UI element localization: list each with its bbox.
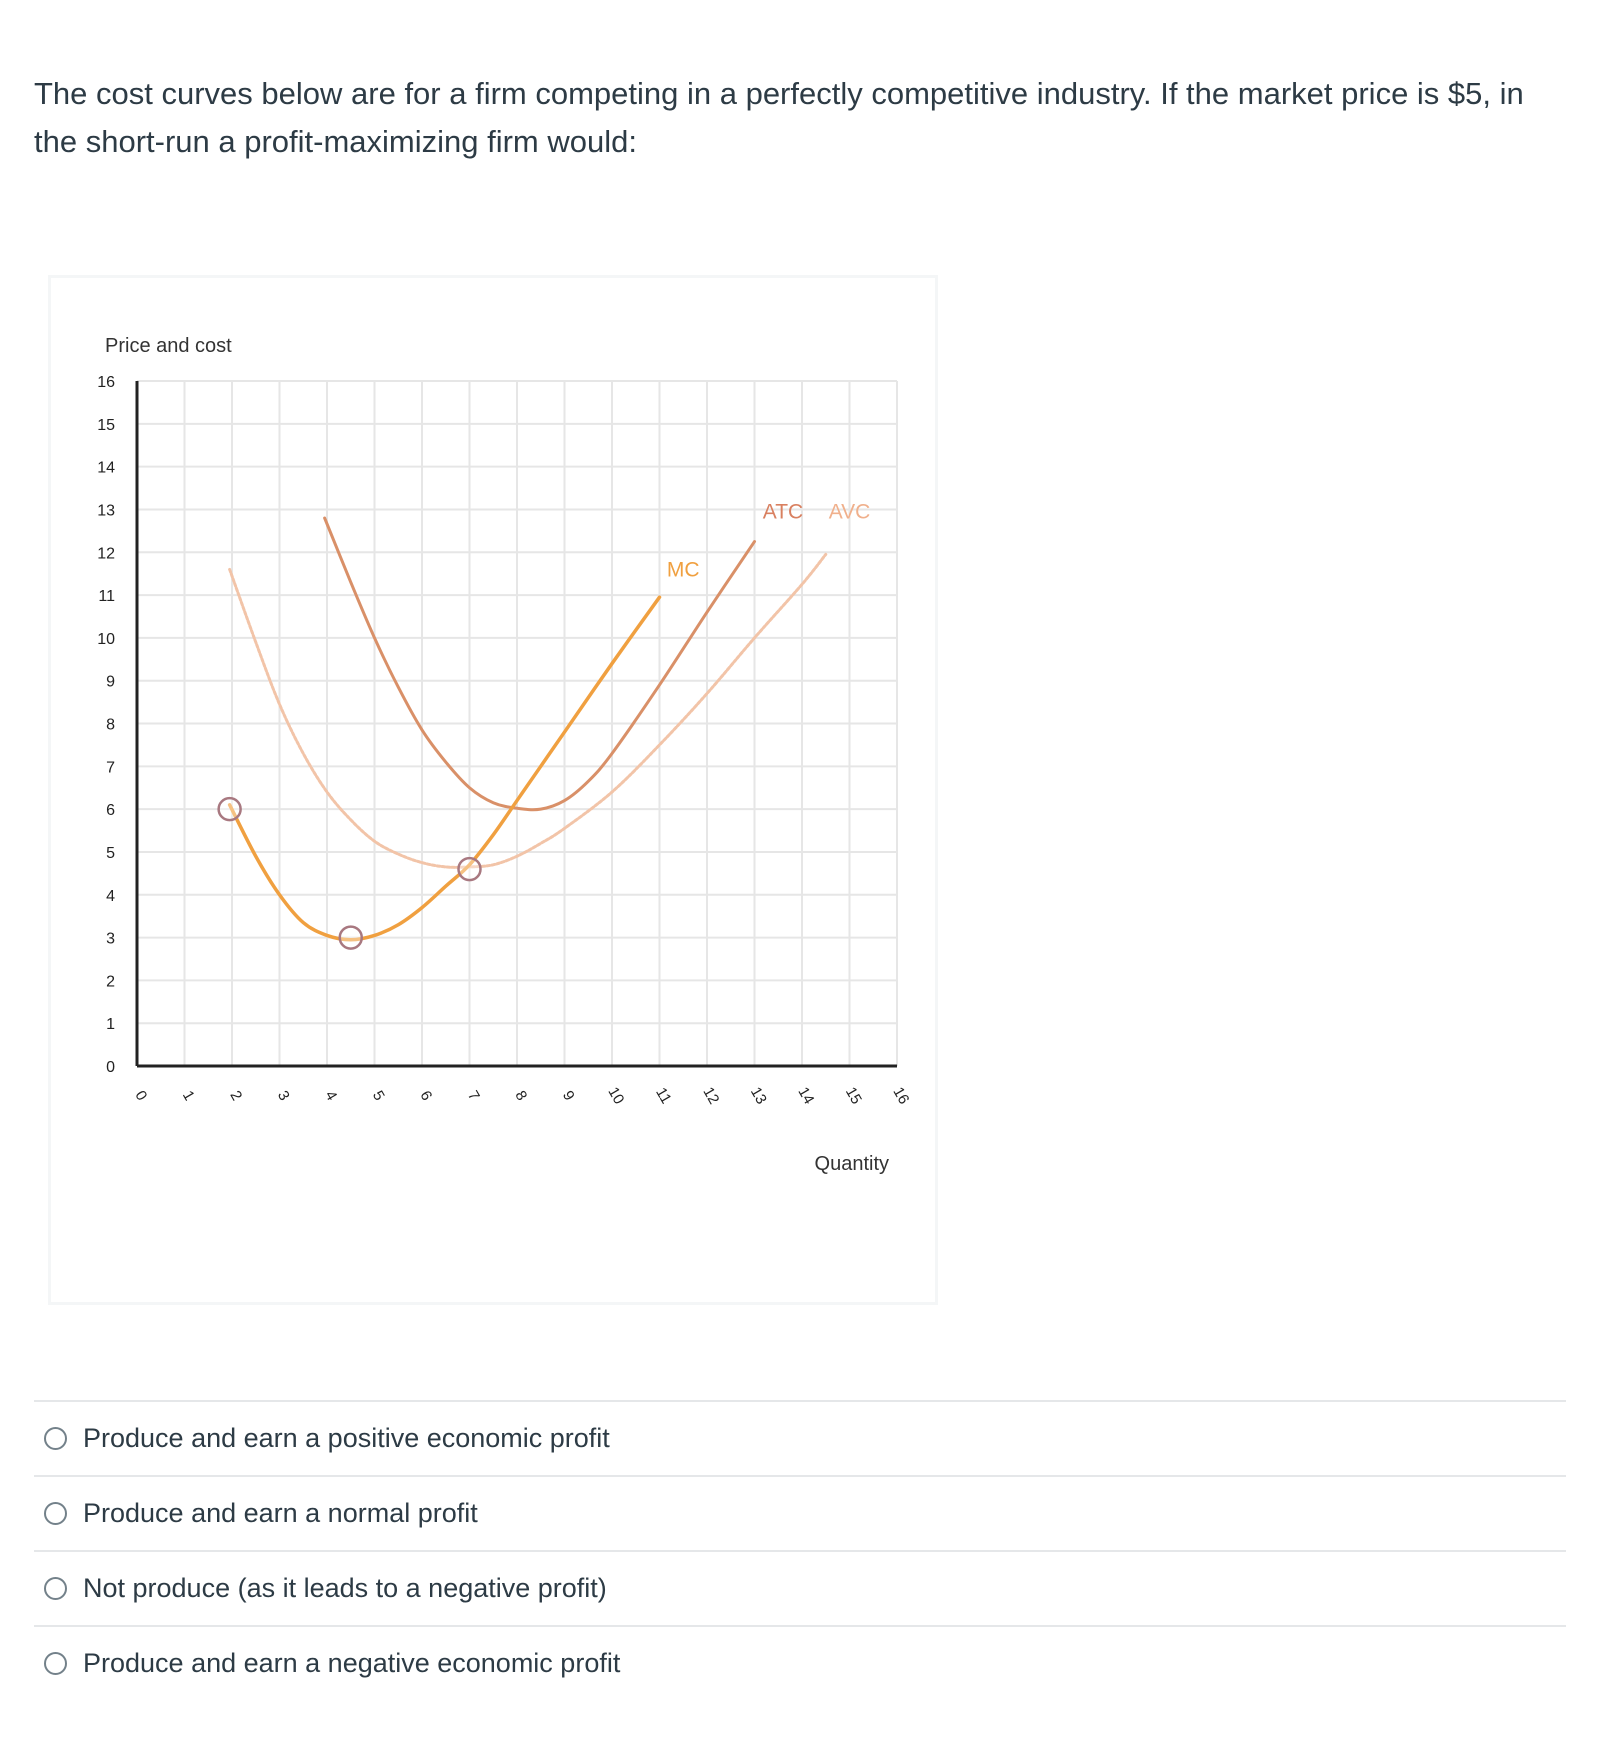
x-tick-label: 9 [558,1087,578,1104]
y-tick-label: 14 [97,459,115,477]
curve-label-avc: AVC [828,500,871,524]
answer-option[interactable] [34,1475,1566,1550]
y-tick-label: 7 [106,759,115,777]
y-tick-label: 0 [106,1059,115,1076]
y-tick-label: 1 [106,1016,115,1034]
radio-button[interactable] [44,1652,67,1675]
radio-button[interactable] [44,1577,67,1600]
x-tick-label: 7 [463,1087,483,1104]
answer-option[interactable] [34,1550,1566,1625]
x-tick-label: 12 [699,1084,723,1108]
point-marker [459,858,481,880]
x-tick-label: 4 [321,1087,341,1104]
x-tick-label: 13 [746,1084,770,1108]
curve-label-atc: ATC [762,500,804,524]
y-tick-label: 9 [106,673,115,691]
x-tick-label: 0 [131,1087,151,1104]
y-tick-label: 13 [97,502,115,520]
x-tick-label: 8 [511,1087,531,1104]
x-tick-label: 1 [178,1087,198,1104]
x-tick-label: 6 [416,1087,436,1104]
y-tick-label: 10 [97,630,115,648]
answer-label: Not produce (as it leads to a negative profit) [83,1573,607,1603]
cost-curves-chart [48,275,938,1305]
y-tick-label: 8 [106,716,115,734]
y-tick-label: 11 [98,588,115,606]
point-marker [340,927,362,949]
answer-option[interactable] [34,1400,1566,1475]
x-tick-label: 3 [273,1087,293,1104]
y-tick-label: 15 [97,416,115,434]
y-tick-label: 2 [106,973,115,991]
x-tick-label: 5 [368,1087,388,1104]
series-mc-curve [230,597,660,940]
radio-button[interactable] [44,1427,67,1450]
x-tick-label: 16 [889,1084,913,1108]
x-tick-label: 10 [604,1084,628,1108]
x-tick-label: 15 [841,1084,865,1108]
answer-label: Produce and earn a normal profit [83,1498,478,1528]
y-tick-label: 3 [106,930,115,948]
y-tick-label: 16 [97,374,115,391]
question-text: The cost curves below are for a firm competing in a perfectly competitive industry. If the market price is $5, in the short-run a profit-maximizing firm would: [34,76,1524,159]
radio-button[interactable] [44,1502,67,1525]
y-tick-label: 4 [106,887,115,905]
answer-label: Produce and earn a negative economic profit [83,1648,621,1678]
chart-svg [51,278,935,1302]
series-avc-curve [230,554,826,867]
curve-label-mc: MC [666,558,700,582]
x-tick-label: 2 [226,1087,246,1104]
point-marker [219,798,241,820]
answer-label: Produce and earn a positive economic profit [83,1423,610,1453]
y-tick-label: 12 [97,545,115,563]
answer-option[interactable] [34,1625,1566,1700]
y-tick-label: 5 [106,844,115,862]
x-tick-label: 14 [794,1084,818,1108]
y-tick-label: 6 [106,802,115,820]
x-axis-title: Quantity [814,1153,889,1175]
x-tick-label: 11 [652,1084,675,1107]
y-axis-title: Price and cost [105,335,232,357]
answer-list [34,1400,1566,1700]
